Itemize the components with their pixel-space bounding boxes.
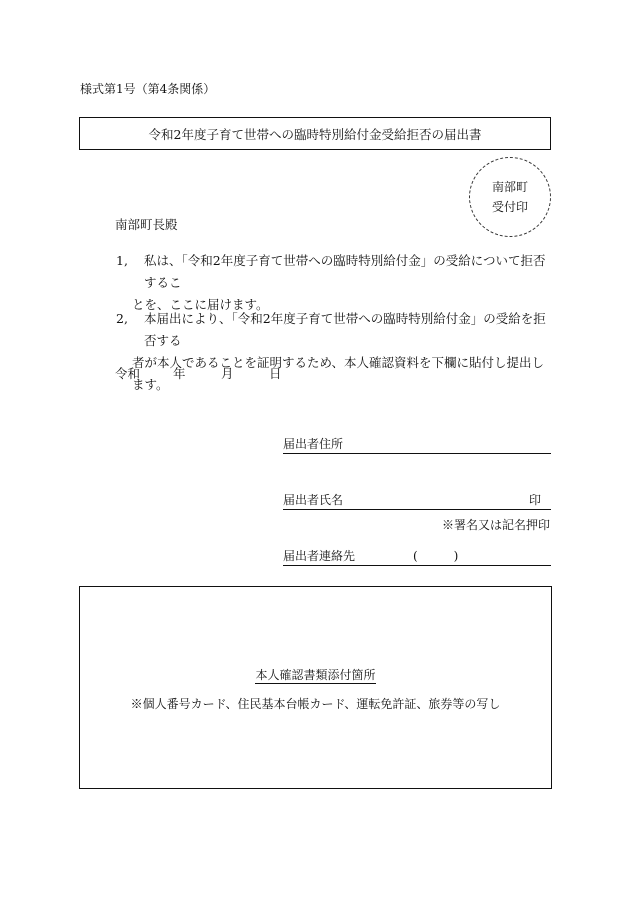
stamp-town-name: 南部町 — [491, 180, 528, 194]
applicant-name-label: 届出者氏名 — [283, 493, 344, 507]
clause-text-line: とを、ここに届けます。 — [132, 297, 269, 312]
form-number: 様式第1号（第4条関係） — [80, 82, 216, 96]
attachment-title — [80, 666, 551, 683]
date-day: 日 — [269, 366, 282, 381]
document-title: 令和2年度子育て世帯への臨時特別給付金受給拒否の届出書 — [148, 126, 482, 142]
clause-text-line: 私は、「令和2年度子育て世帯への臨時特別給付金」の受給について拒否するこ — [144, 253, 546, 290]
clause-1 — [116, 250, 556, 316]
stamp-label: 受付印 — [491, 200, 528, 214]
applicant-address-label: 届出者住所 — [283, 437, 344, 451]
clause-2 — [116, 308, 556, 396]
reception-stamp-area — [469, 157, 551, 237]
applicant-name-field[interactable] — [283, 493, 551, 510]
id-document-attachment-box — [79, 586, 552, 789]
contact-parentheses: ( ) — [413, 549, 459, 563]
addressee: 南部町長殿 — [115, 217, 178, 232]
attachment-title-text: 本人確認書類添付箇所 — [255, 668, 376, 682]
date-era: 令和 — [115, 366, 141, 381]
date-year: 年 — [173, 366, 186, 381]
date-row — [115, 364, 282, 382]
clause-number: 2, — [116, 311, 128, 326]
date-month: 月 — [221, 366, 234, 381]
seal-mark: 印 — [528, 493, 541, 507]
clause-number: 1, — [116, 253, 128, 268]
applicant-address-field[interactable] — [283, 437, 551, 454]
clause-text-line: 者が本人であることを証明するため、本人確認資料を下欄に貼付し提出します。 — [132, 355, 545, 392]
applicant-contact-label: 届出者連絡先 — [283, 549, 356, 563]
signature-note: ※署名又は記名押印 — [441, 518, 550, 532]
attachment-note: ※個人番号カード、住民基本台帳カード、運転免許証、旅券等の写し — [130, 697, 501, 711]
title-box — [79, 117, 551, 150]
applicant-contact-field[interactable] — [283, 549, 551, 566]
clause-text-line: 本届出により、「令和2年度子育て世帯への臨時特別給付金」の受給を拒否する — [144, 311, 546, 348]
